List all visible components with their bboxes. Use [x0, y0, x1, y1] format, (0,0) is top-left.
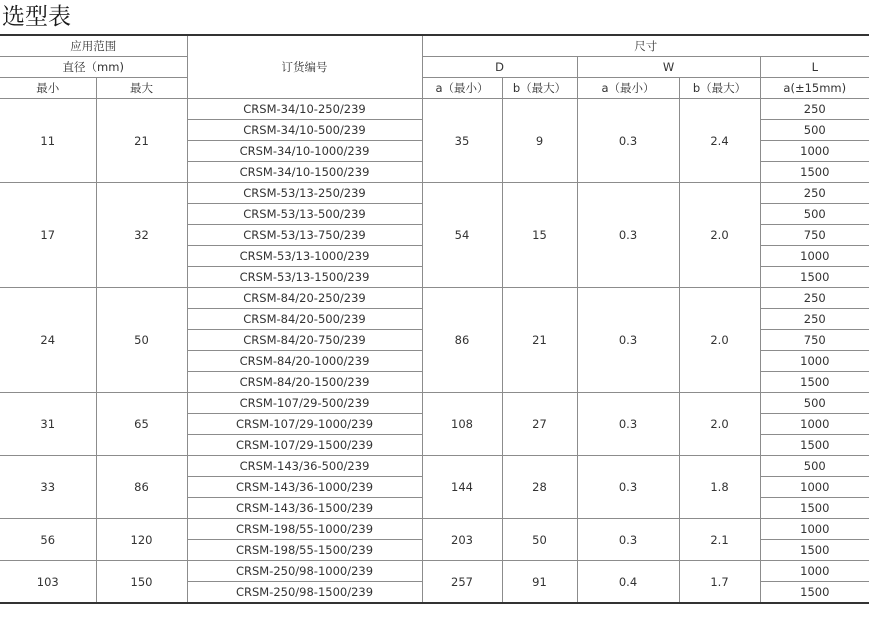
header-row-1	[0, 35, 869, 57]
order-no-cell: CRSM-53/13-250/239	[187, 183, 422, 204]
order-no-cell: CRSM-107/29-1500/239	[187, 435, 422, 456]
range-min-cell: 31	[0, 393, 96, 456]
W-b-cell: 1.8	[679, 456, 760, 519]
D-a-cell: 144	[422, 456, 502, 519]
order-no-cell: CRSM-198/55-1000/239	[187, 519, 422, 540]
range-max-cell: 65	[96, 393, 187, 456]
W-b-cell: 2.0	[679, 393, 760, 456]
header-max: 最大	[96, 78, 187, 99]
L-a-cell: 250	[760, 183, 869, 204]
L-a-cell: 1000	[760, 246, 869, 267]
D-a-cell: 108	[422, 393, 502, 456]
W-b-cell: 2.0	[679, 183, 760, 288]
order-no-cell: CRSM-53/13-1000/239	[187, 246, 422, 267]
order-no-cell: CRSM-143/36-1000/239	[187, 477, 422, 498]
L-a-cell: 1500	[760, 372, 869, 393]
L-a-cell: 1500	[760, 267, 869, 288]
header-L: L	[760, 57, 869, 78]
order-no-cell: CRSM-143/36-1500/239	[187, 498, 422, 519]
D-b-cell: 50	[502, 519, 577, 561]
order-no-cell: CRSM-53/13-500/239	[187, 204, 422, 225]
order-no-cell: CRSM-84/20-250/239	[187, 288, 422, 309]
header-size: 尺寸	[422, 35, 869, 57]
table-row	[0, 519, 869, 540]
header-D-a-min: a（最小）	[422, 78, 502, 99]
table-row	[0, 393, 869, 414]
W-a-cell: 0.4	[577, 561, 679, 604]
range-max-cell: 50	[96, 288, 187, 393]
header-application-range: 应用范围	[0, 35, 187, 57]
table-row	[0, 561, 869, 582]
order-no-cell: CRSM-250/98-1500/239	[187, 582, 422, 604]
D-a-cell: 35	[422, 99, 502, 183]
header-W: W	[577, 57, 760, 78]
header-order-no: 订货编号	[187, 35, 422, 99]
D-a-cell: 86	[422, 288, 502, 393]
L-a-cell: 750	[760, 225, 869, 246]
W-b-cell: 1.7	[679, 561, 760, 604]
L-a-cell: 1000	[760, 351, 869, 372]
W-b-cell: 2.0	[679, 288, 760, 393]
range-max-cell: 21	[96, 99, 187, 183]
W-a-cell: 0.3	[577, 183, 679, 288]
order-no-cell: CRSM-53/13-1500/239	[187, 267, 422, 288]
range-min-cell: 17	[0, 183, 96, 288]
header-row-3	[0, 78, 869, 99]
range-min-cell: 11	[0, 99, 96, 183]
order-no-cell: CRSM-143/36-500/239	[187, 456, 422, 477]
range-min-cell: 24	[0, 288, 96, 393]
W-a-cell: 0.3	[577, 393, 679, 456]
order-no-cell: CRSM-250/98-1000/239	[187, 561, 422, 582]
D-a-cell: 257	[422, 561, 502, 604]
table-row	[0, 288, 869, 309]
range-max-cell: 86	[96, 456, 187, 519]
order-no-cell: CRSM-107/29-1000/239	[187, 414, 422, 435]
L-a-cell: 1000	[760, 141, 869, 162]
order-no-cell: CRSM-107/29-500/239	[187, 393, 422, 414]
header-D-b-max: b（最大）	[502, 78, 577, 99]
W-a-cell: 0.3	[577, 99, 679, 183]
order-no-cell: CRSM-84/20-750/239	[187, 330, 422, 351]
header-W-a-min: a（最小）	[577, 78, 679, 99]
order-no-cell: CRSM-34/10-1000/239	[187, 141, 422, 162]
L-a-cell: 250	[760, 99, 869, 120]
D-a-cell: 54	[422, 183, 502, 288]
D-b-cell: 27	[502, 393, 577, 456]
L-a-cell: 1500	[760, 498, 869, 519]
L-a-cell: 1500	[760, 435, 869, 456]
order-no-cell: CRSM-198/55-1500/239	[187, 540, 422, 561]
W-a-cell: 0.3	[577, 288, 679, 393]
range-min-cell: 33	[0, 456, 96, 519]
header-L-a: a(±15mm)	[760, 78, 869, 99]
header-min: 最小	[0, 78, 96, 99]
L-a-cell: 1000	[760, 561, 869, 582]
range-max-cell: 120	[96, 519, 187, 561]
L-a-cell: 250	[760, 288, 869, 309]
range-min-cell: 56	[0, 519, 96, 561]
L-a-cell: 1500	[760, 540, 869, 561]
header-D: D	[422, 57, 577, 78]
header-row-2	[0, 57, 869, 78]
order-no-cell: CRSM-84/20-1500/239	[187, 372, 422, 393]
L-a-cell: 750	[760, 330, 869, 351]
L-a-cell: 1000	[760, 519, 869, 540]
W-a-cell: 0.3	[577, 519, 679, 561]
D-b-cell: 15	[502, 183, 577, 288]
order-no-cell: CRSM-34/10-500/239	[187, 120, 422, 141]
header-W-b-max: b（最大）	[679, 78, 760, 99]
order-no-cell: CRSM-84/20-1000/239	[187, 351, 422, 372]
L-a-cell: 250	[760, 309, 869, 330]
W-b-cell: 2.1	[679, 519, 760, 561]
L-a-cell: 1500	[760, 162, 869, 183]
order-no-cell: CRSM-34/10-250/239	[187, 99, 422, 120]
table-row	[0, 183, 869, 204]
L-a-cell: 500	[760, 204, 869, 225]
selection-table	[0, 34, 869, 604]
L-a-cell: 1500	[760, 582, 869, 604]
range-min-cell: 103	[0, 561, 96, 604]
D-b-cell: 9	[502, 99, 577, 183]
L-a-cell: 500	[760, 120, 869, 141]
L-a-cell: 500	[760, 393, 869, 414]
L-a-cell: 500	[760, 456, 869, 477]
L-a-cell: 1000	[760, 477, 869, 498]
W-b-cell: 2.4	[679, 99, 760, 183]
range-max-cell: 32	[96, 183, 187, 288]
order-no-cell: CRSM-53/13-750/239	[187, 225, 422, 246]
table-row	[0, 456, 869, 477]
W-a-cell: 0.3	[577, 456, 679, 519]
range-max-cell: 150	[96, 561, 187, 604]
order-no-cell: CRSM-84/20-500/239	[187, 309, 422, 330]
L-a-cell: 1000	[760, 414, 869, 435]
header-diameter: 直径（mm)	[0, 57, 187, 78]
page-title: 选型表	[2, 4, 71, 30]
D-b-cell: 21	[502, 288, 577, 393]
D-a-cell: 203	[422, 519, 502, 561]
D-b-cell: 28	[502, 456, 577, 519]
order-no-cell: CRSM-34/10-1500/239	[187, 162, 422, 183]
table-row	[0, 99, 869, 120]
D-b-cell: 91	[502, 561, 577, 604]
